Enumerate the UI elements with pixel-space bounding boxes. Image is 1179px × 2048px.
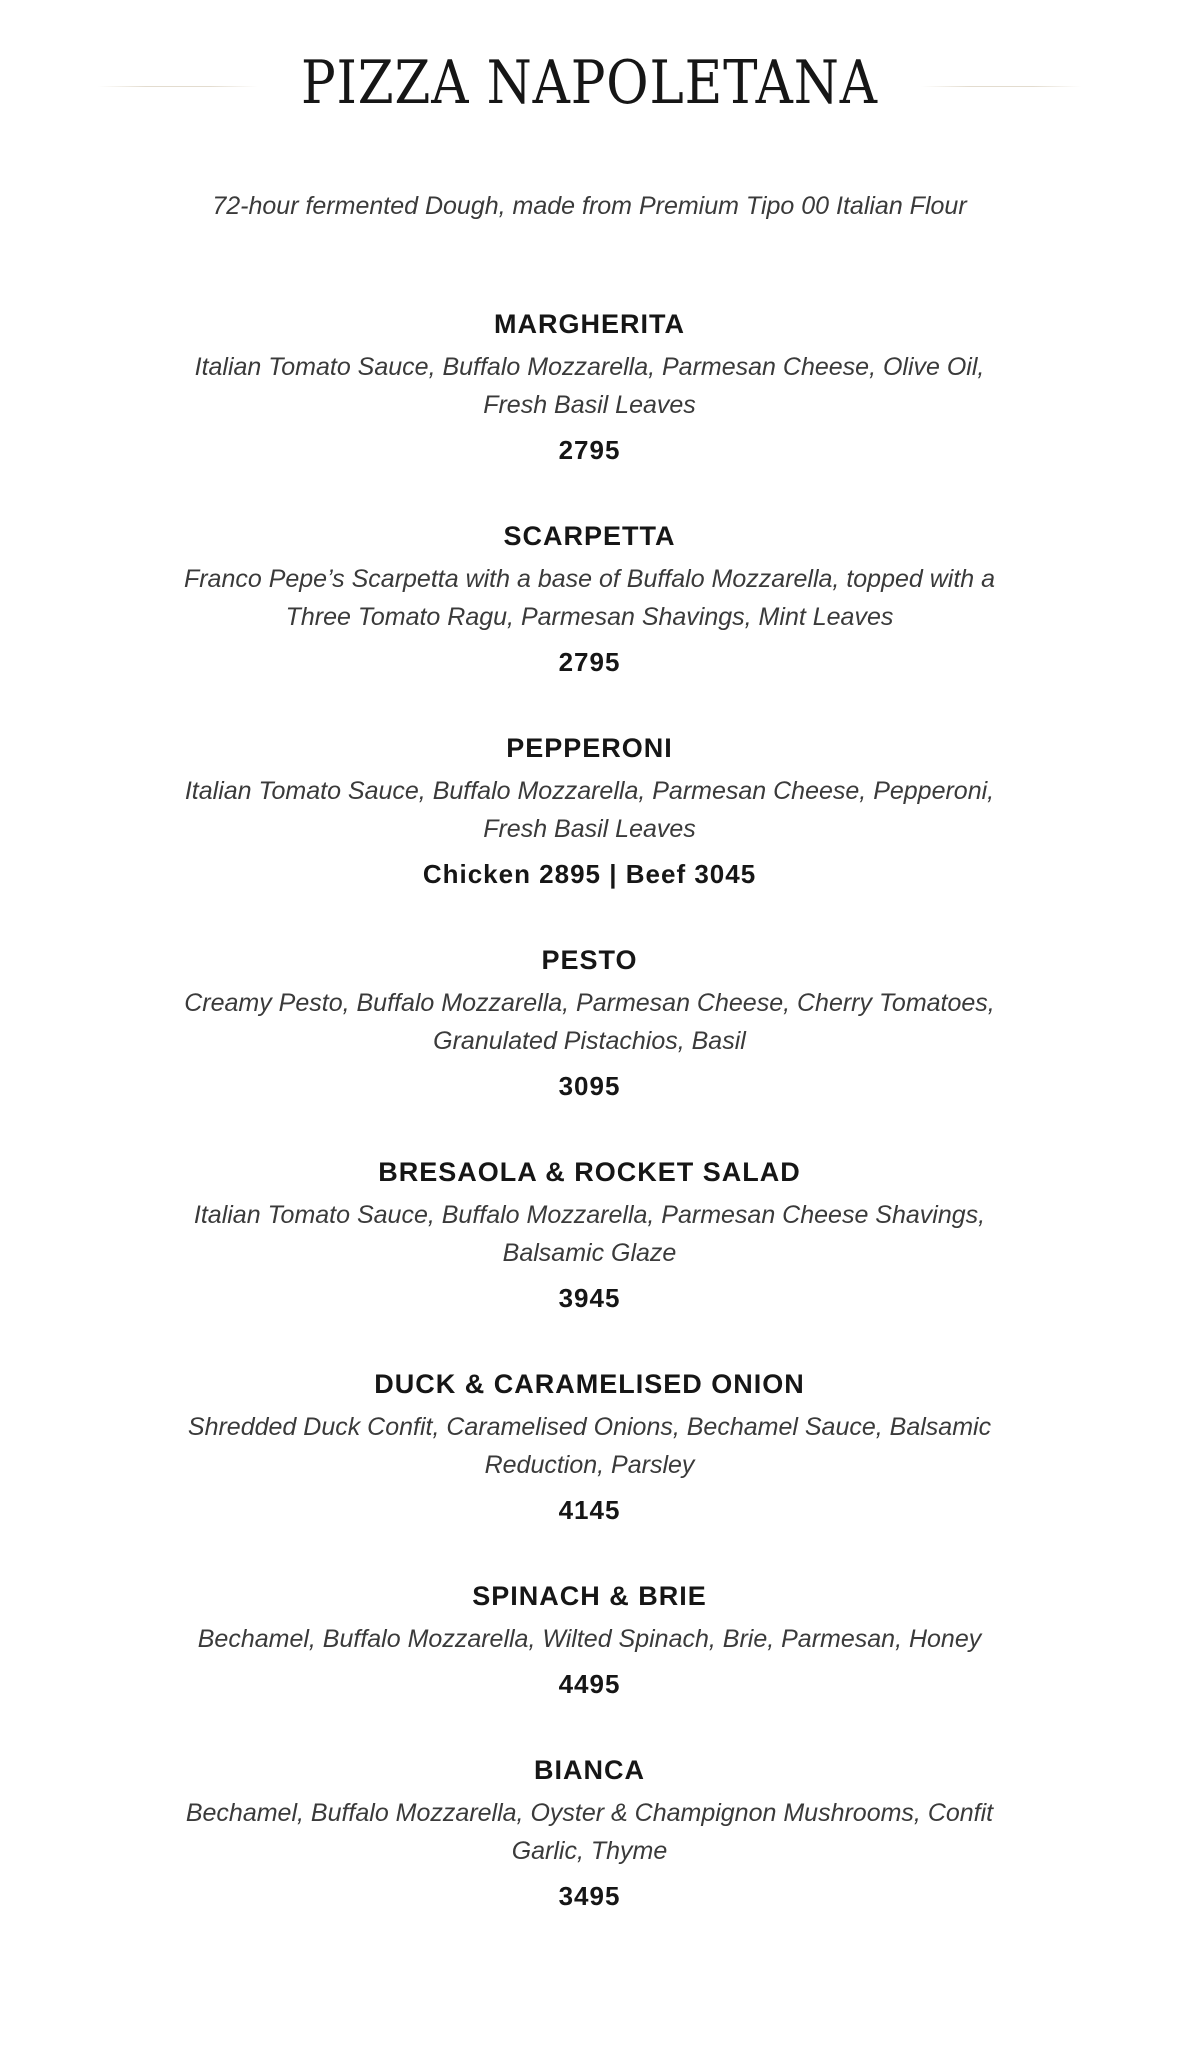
item-name: SPINACH & BRIE [472, 1581, 707, 1611]
menu-item-scarpetta [0, 516, 1179, 682]
item-name: DUCK & CARAMELISED ONION [374, 1369, 805, 1399]
item-name: PESTO [541, 945, 638, 975]
item-price: 2795 [558, 435, 621, 465]
item-name: SCARPETTA [503, 521, 676, 551]
item-price: 3095 [558, 1071, 621, 1101]
item-description: Bechamel, Buffalo Mozzarella, Oyster & Champignon Mushrooms, Confit Garlic, Thyme [185, 1799, 994, 1865]
menu-item-pesto [0, 940, 1179, 1106]
item-price: 3945 [558, 1283, 621, 1313]
item-name: MARGHERITA [494, 309, 685, 339]
item-name: PEPPERONI [506, 733, 673, 763]
menu-item-margherita [0, 304, 1179, 470]
item-price: 2795 [558, 647, 621, 677]
item-description: Italian Tomato Sauce, Buffalo Mozzarella, Parmesan Cheese, Olive Oil, Fresh Basil Leaves [194, 353, 985, 419]
item-price: 3495 [558, 1881, 621, 1911]
item-description: Franco Pepe’s Scarpetta with a base of Buffalo Mozzarella, topped with a Three Tomato Ragu, Parmesan Shavings, Mint Leaves [183, 565, 996, 631]
item-description: Creamy Pesto, Buffalo Mozzarella, Parmesan Cheese, Cherry Tomatoes, Granulated Pistachios, Basil [184, 989, 995, 1055]
item-description: Italian Tomato Sauce, Buffalo Mozzarella, Parmesan Cheese, Pepperoni, Fresh Basil Leaves [184, 777, 995, 843]
item-description: Shredded Duck Confit, Caramelised Onions, Bechamel Sauce, Balsamic Reduction, Parsley [187, 1413, 992, 1479]
page-title: PIZZA NAPOLETANA [301, 48, 878, 118]
menu-item-pepperoni [0, 728, 1179, 894]
menu-item-bresaola [0, 1152, 1179, 1318]
item-price: 4495 [558, 1669, 621, 1699]
menu-item-duck [0, 1364, 1179, 1530]
item-description: Bechamel, Buffalo Mozzarella, Wilted Spinach, Brie, Parmesan, Honey [197, 1625, 982, 1653]
menu-item-bianca [0, 1750, 1179, 1916]
menu-header [0, 38, 1179, 128]
item-name: BIANCA [534, 1755, 645, 1785]
item-description: Italian Tomato Sauce, Buffalo Mozzarella, Parmesan Cheese Shavings, Balsamic Glaze [193, 1201, 986, 1267]
menu-item-spinach-brie [0, 1576, 1179, 1704]
title-divider-right [921, 86, 1081, 87]
title-divider-left [98, 86, 258, 87]
item-price: 4145 [558, 1495, 621, 1525]
item-name: BRESAOLA & ROCKET SALAD [378, 1157, 801, 1187]
item-price: Chicken 2895 | Beef 3045 [422, 859, 757, 889]
dough-note: 72-hour fermented Dough, made from Premium Tipo 00 Italian Flour [212, 192, 967, 220]
pizza-menu-list [0, 304, 1179, 1962]
